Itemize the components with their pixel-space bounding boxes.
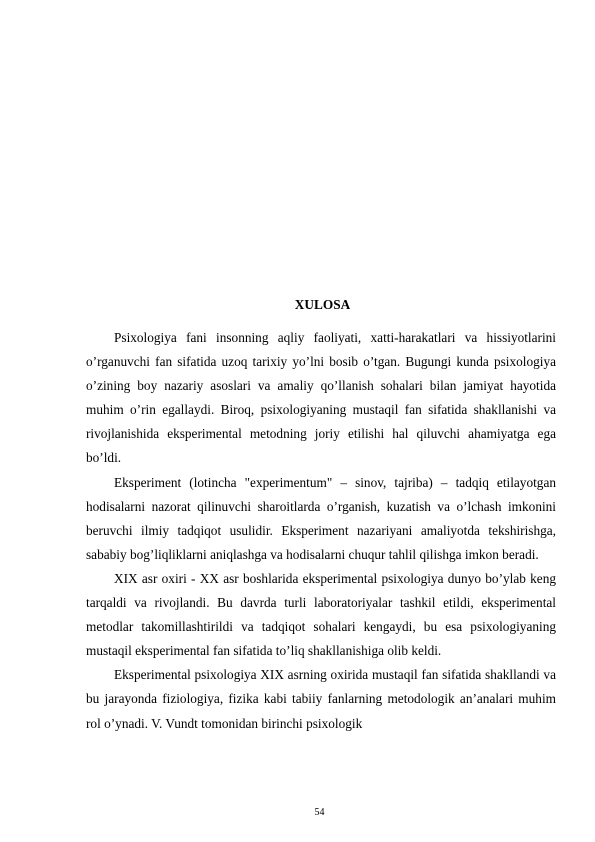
paragraph-4: Eksperimental psixologiya XIX asrning oxirida mustaqil fan sifatida shakllandi va bu jarayonda fiziologiya, fizika kabi tabiiy fanlarning metodologik an’analari muhim rol o’ynadi. V. Vundt tomonidan birinchi psixologik — [86, 667, 556, 731]
section-title: XULOSA — [294, 297, 351, 312]
body-text — [86, 326, 556, 736]
paragraph-1: Psixologiya fani insonning aqliy faoliyati, xatti-harakatlari va hissiyotlarini o’rganuvchi fan sifatida uzoq tarixiy yo’lni bosib o’tgan. Bugungi kunda psixologiya o’zining boy nazariy asoslari va amaliy qo’llanish sohalari bilan jamiyat hayotida muhim o’rin egallaydi. Biroq, psixologiyaning mustaqil fan sifatida shakllanishi va rivojlanishida eksperimental metodning joriy etilishi hal qiluvchi ahamiyatga ega bo’ldi. — [86, 330, 556, 466]
paragraph-2: Eksperiment (lotincha "experimentum" – sinov, tajriba) – tadqiq etilayotgan hodisalarni nazorat qilinuvchi sharoitlarda o’rganish, kuzatish va o’lchash imkonini beruvchi ilmiy tadqiqot usulidir. Eksperiment nazariyani amaliyotda tekshirishga, sababiy bog’liqliklarni aniqlashga va hodisalarni chuqur tahlil qilishga imkon beradi. — [86, 474, 556, 562]
page-number: 54 — [314, 807, 325, 818]
paragraph-3: XIX asr oxiri - XX asr boshlarida eksperimental psixologiya dunyo bo’ylab keng tarqaldi va rivojlandi. Bu davrda turli laboratoriyalar tashkil etildi, eksperimental metodlar takomillashtirildi va tadqiqot sohalari kengaydi, bu esa psixologiyaning mustaqil eksperimental fan sifatida to’liq shakllanishiga olib keldi. — [86, 570, 556, 659]
